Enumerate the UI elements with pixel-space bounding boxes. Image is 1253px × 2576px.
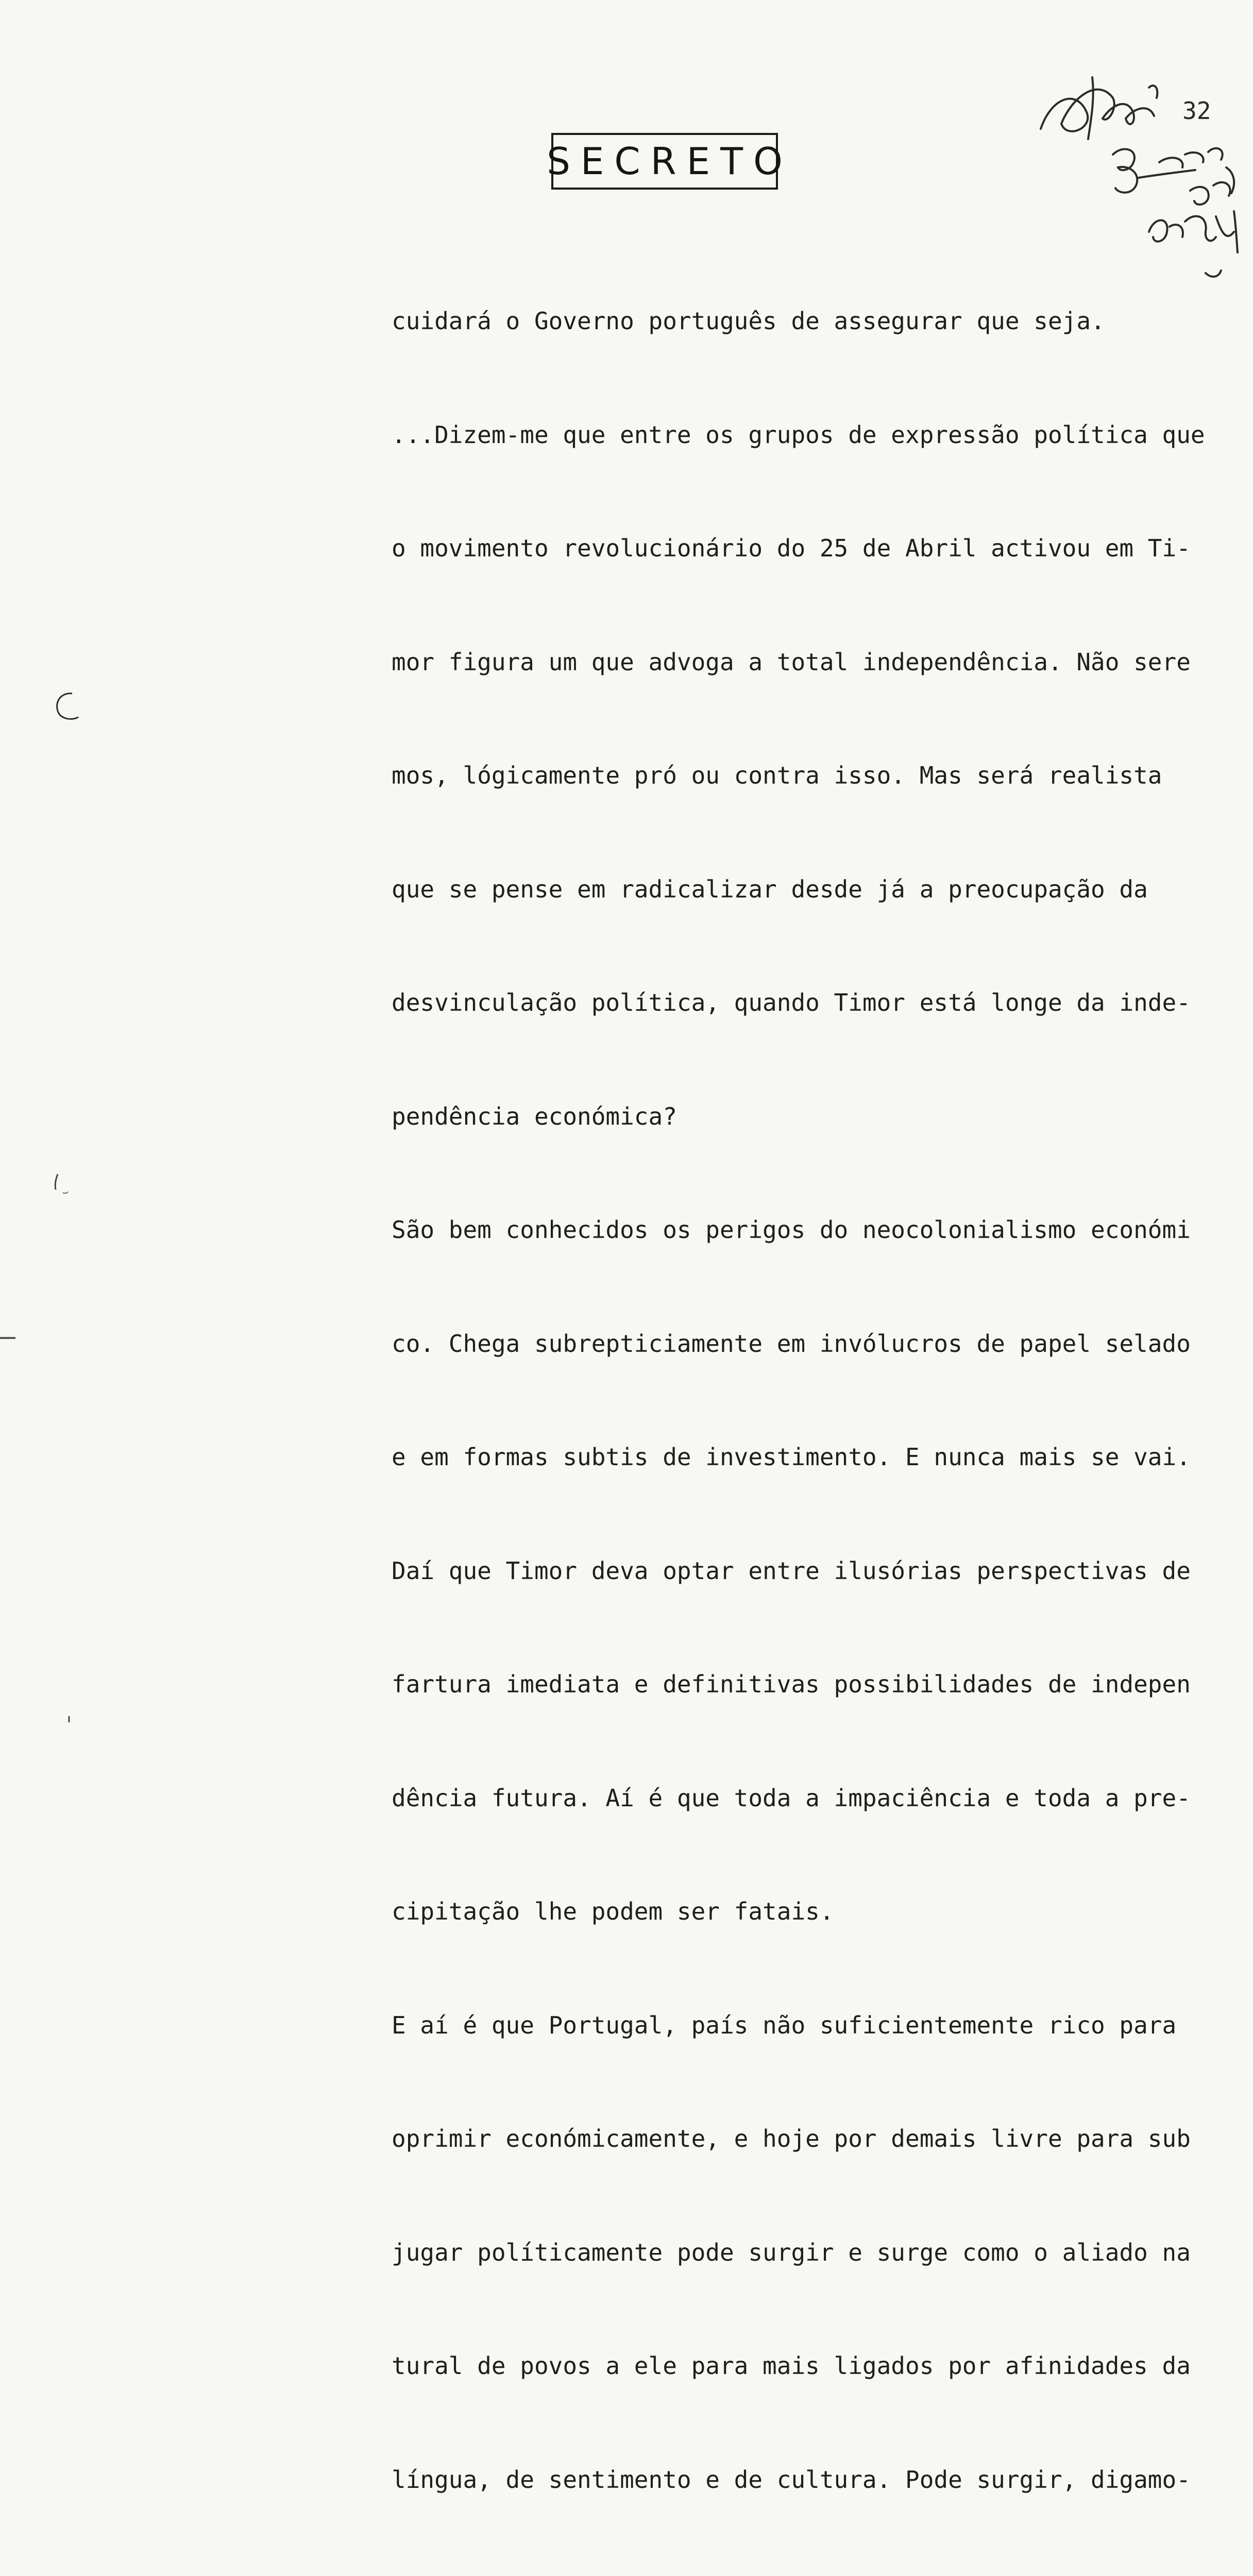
text-line: e em formas subtis de investimento. E nunca mais se vai.	[392, 1443, 1191, 1471]
text-line: São bem conhecidos os perigos do neocolonialismo económi	[392, 1216, 1191, 1244]
text-line: ...Dizem-me que entre os grupos de expressão política que	[392, 420, 1205, 449]
page-number: 32	[1182, 97, 1211, 125]
text-line: mos, lógicamente pró ou contra isso. Mas será realista	[392, 761, 1162, 789]
text-line: dência futura. Aí é que toda a impaciência e toda a pre-	[392, 1784, 1191, 1812]
text-line: língua, de sentimento e de cultura. Pode surgir, digamo-	[392, 2465, 1191, 2494]
text-line: co. Chega subrepticiamente em invólucros de papel selado	[392, 1329, 1191, 1358]
text-line: cipitação lhe podem ser fatais.	[392, 1897, 834, 1925]
text-line: tural de povos a ele para mais ligados por afinidades da	[392, 2352, 1191, 2380]
classification-label: SECRETO	[547, 140, 793, 183]
text-line	[392, 2574, 1195, 2576]
punch-hole-icon	[53, 690, 86, 723]
text-line: desvinculação política, quando Timor está longe da inde-	[392, 989, 1191, 1016]
text-line: oprimir económicamente, e hoje por demais livre para sub	[392, 2125, 1191, 2153]
text-line: mor figura um que advoga a total independência. Não sere	[392, 648, 1191, 676]
margin-mark-icon	[52, 1172, 72, 1198]
text-line: E aí é que Portugal, país não suficientemente rico para	[392, 2011, 1177, 2039]
text-line: fartura imediata e definitivas possibilidades de indepen	[392, 1670, 1191, 1698]
text-line: o movimento revolucionário do 25 de Abril activou em Ti-	[392, 534, 1191, 562]
text-line: pendência económica?	[392, 1102, 677, 1130]
text-line: que se pense em radicalizar desde já a preocupação da	[392, 875, 1148, 903]
classification-stamp	[547, 133, 793, 190]
document-body	[392, 227, 1205, 2576]
margin-dot-icon	[67, 1716, 71, 1723]
text-line: jugar políticamente pode surgir e surge como o aliado na	[392, 2238, 1191, 2266]
text-line: Daí que Timor deva optar entre ilusórias perspectivas de	[392, 1556, 1191, 1585]
text-line: cuidará o Governo português de assegurar que seja.	[392, 307, 1105, 335]
edge-mark	[0, 1337, 15, 1339]
